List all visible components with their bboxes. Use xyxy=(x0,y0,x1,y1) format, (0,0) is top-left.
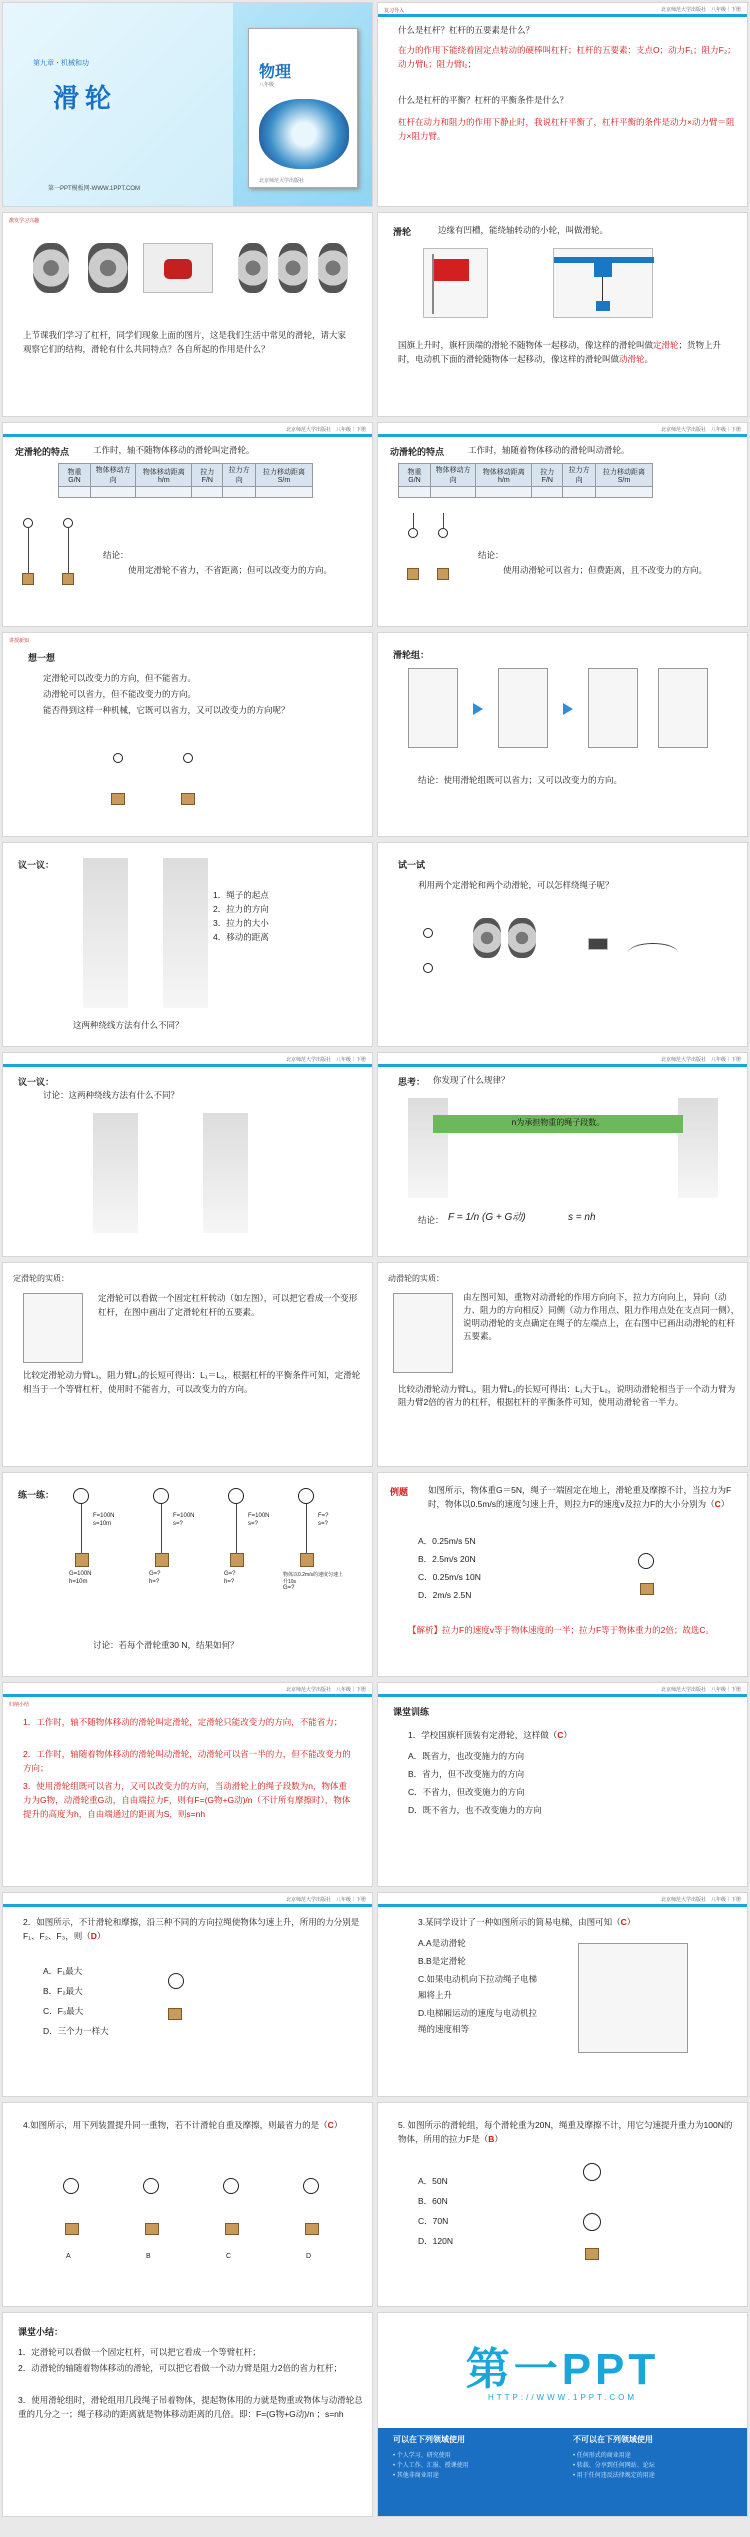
pulley-diagram xyxy=(438,528,448,538)
option-a: A．既省力，也改变施力的方向 xyxy=(408,1751,525,1761)
slide-20-exercise-3[interactable]: 北京师范大学出版社 八年级｜下册 3.某同学设计了一种如图所示的简易电梯，由图可知（C） A.A是动滑轮 B.B是定滑轮 C.如果电动机向下拉动绳子电梯厢将上升 D.电梯厢运动的速度与电动机拉绳的速度相等 xyxy=(377,1892,748,2097)
section-tag: 复习导入 xyxy=(384,8,405,14)
question-2: 什么是杠杆的平衡？杠杆的平衡条件是什么？ xyxy=(398,95,569,105)
slide-4-pulley[interactable] xyxy=(377,212,748,417)
pulley-diagram xyxy=(588,668,638,748)
pulley-diagram xyxy=(408,668,458,748)
slide-11-discuss[interactable]: 北京师范大学出版社 八年级｜下册 议一议： 讨论：这两种绕线方法有什么不同？ xyxy=(2,1052,373,1257)
slide-21-exercise-4[interactable] xyxy=(2,2102,373,2307)
pulley-diagram xyxy=(83,858,128,1008)
pulley-diagram xyxy=(583,2163,601,2181)
pulley-photo-4 xyxy=(238,243,268,293)
line-2: 动滑轮可以省力，但不能改变力的方向。 xyxy=(43,689,197,699)
question: 4.如图所示，用下列装置提升同一重物，若不计滑轮自重及摩擦，则最省力的是（C） xyxy=(23,2120,343,2130)
pulley-diagram xyxy=(408,528,418,538)
conclusion-label: 结论： xyxy=(103,550,129,560)
option-c: C.如果电动机向下拉动绳子电梯厢将上升 xyxy=(418,1974,538,2000)
line-1: 定滑轮可以改变力的方向，但不能省力。 xyxy=(43,673,197,683)
slide-16-example[interactable] xyxy=(377,1472,748,1677)
pulley-photo-2 xyxy=(88,243,128,293)
lever-diagram xyxy=(23,1293,83,1363)
arrow-icon xyxy=(563,703,573,715)
slide-9-discuss[interactable] xyxy=(2,842,373,1047)
conclusion-label: 结论： xyxy=(478,550,504,560)
pulley-diagram xyxy=(203,1113,248,1233)
pulley-diagram xyxy=(73,1488,89,1504)
slide-title: 议一议： xyxy=(18,1077,55,1087)
intro-text: 上节课我们学习了杠杆，同学们现象上面的图片，这是我们生活中常见的滑轮，请大家观察它们的结构，滑轮有什么共同特点？各自所起的作用是什么？ xyxy=(23,330,347,354)
question: 1．学校国旗杆顶装有定滑轮，这样做（C） xyxy=(408,1730,572,1740)
lever-diagram xyxy=(393,1293,453,1373)
slide-24-end[interactable] xyxy=(377,2312,748,2517)
pulley-photo-5 xyxy=(278,243,308,293)
slide-14-movable-essence[interactable] xyxy=(377,1262,748,1467)
slide-8-pulley-block[interactable] xyxy=(377,632,748,837)
pulley-diagram xyxy=(63,518,73,528)
question: 讨论：这两种绕线方法有什么不同？ xyxy=(43,1090,180,1100)
summary-1: 1．定滑轮可以看做一个固定杠杆，可以把它看成一个等臂杠杆； xyxy=(18,2347,261,2357)
pulley-diagram xyxy=(183,753,193,763)
pulley-diagram xyxy=(93,1113,138,1233)
conclusion: 使用动滑轮可以省力；但费距离，且不改变力的方向。 xyxy=(503,565,708,575)
text-2: 比较动滑轮动力臂L₁，阻力臂L₂的长短可得出：L₁大于L₂，说明动滑轮相当于一个动力臂为阻力臂2倍的省力的杠杆，根据杠杆的平衡条件可知，使用动滑轮省一半力。 xyxy=(398,1384,736,1407)
pulley-diagram xyxy=(168,1973,184,1989)
slide-title: 思考： xyxy=(398,1077,426,1087)
slide-3-intro[interactable] xyxy=(2,212,373,417)
example-question: 如图所示，物体重G＝5N，绳子一端固定在地上，滑轮重及摩擦不计，当拉力为F时，物体以0.5m/s的速度匀速上升，则拉力F的速度v及拉力F的大小分别为（C） xyxy=(428,1485,732,1509)
slide-title: 动滑轮的特点 xyxy=(390,447,445,457)
cover-title: 滑轮 xyxy=(53,83,118,113)
pulley-diagram xyxy=(498,668,548,748)
option-b: B．F₂最大 xyxy=(43,1986,83,1996)
slide-12-rule[interactable]: 北京师范大学出版社 八年级｜下册 思考： 你发现了什么规律？ n为承担物重的绳子段数。 结论： F = 1/n (G + G动) s = nh xyxy=(377,1052,748,1257)
option-d: D．2m/s 2.5N xyxy=(418,1590,472,1600)
conclusion-label: 结论： xyxy=(418,1215,444,1225)
option-d: D．120N xyxy=(418,2236,453,2246)
slide-13-fixed-essence[interactable] xyxy=(2,1262,373,1467)
list-item: 1．绳子的起点 xyxy=(213,890,269,900)
summary-3: 3．使用滑轮组时，滑轮组用几段绳子吊着物体，提起物体用的力就是物重或物体与动滑轮总重的几分之一；绳子移动的距离就是物体移动距离的几倍。即：F=(G物+G动)/n ；s=nh xyxy=(18,2395,363,2419)
slide-title: 动滑轮的实质： xyxy=(388,1274,444,1283)
option-b: B．2.5m/s 20N xyxy=(418,1554,476,1564)
text-2: 比较定滑轮动力臂L₁，阻力臂L₂的长短可得出：L₁＝L₂，根据杠杆的平衡条件可知，定滑轮相当于一个等臂杠杆，使用时不能省力，可以改变力的方向。 xyxy=(23,1370,361,1394)
pulley-diagram xyxy=(223,2178,239,2194)
list-item: 2．拉力的方向 xyxy=(213,904,269,914)
slide-23-class-summary[interactable] xyxy=(2,2312,373,2517)
elevator-diagram xyxy=(578,1943,688,2053)
globe-image xyxy=(259,99,349,169)
slide-6-movable-pulley[interactable]: 北京师范大学出版社 八年级｜下册 动滑轮的特点 工作时，轴随着物体移动的滑轮叫动滑轮。 物重G/N 物体移动方向 物体移动距离h/m 拉力F/N 拉力方向 拉力移动距离S/m 结论： 使用动滑轮可以省力；但费距离，且不改变力的方向。 xyxy=(377,422,748,627)
brand-url: HTTP://WWW.1PPT.COM xyxy=(488,2393,637,2402)
slide-title: 课堂训练 xyxy=(393,1707,430,1717)
pulley-diagram xyxy=(153,1488,169,1504)
formula-force: F = 1/n (G + G动) xyxy=(448,1212,526,1223)
text-1: 由左图可知，重物对动滑轮的作用方向向下，拉力方向向上，异向（动力、阻力的方向相反）同侧（动力作用点、阻力作用点处在支点同一侧），说明动滑轮的支点确定在绳子的左端点上，在右图中已画出动滑轮的杠杆五要素。 xyxy=(463,1292,740,1341)
definition: 工作时，轴随着物体移动的滑轮叫动滑轮。 xyxy=(468,445,630,455)
option-a: A.A是动滑轮 xyxy=(418,1938,466,1948)
analysis: 【解析】拉力F的速度v等于物体速度的一半；拉力F等于物体重力的2倍；故选C。 xyxy=(408,1625,715,1635)
arrow-icon xyxy=(473,703,483,715)
slide-10-try[interactable] xyxy=(377,842,748,1047)
site-label: 第一PPT模板网-WWW.1PPT.COM xyxy=(48,186,140,192)
weight-image xyxy=(588,938,608,950)
slide-title: 试一试 xyxy=(398,860,426,870)
rope-image xyxy=(628,943,678,963)
data-table: 物重G/N 物体移动方向 物体移动距离h/m 拉力F/N 拉力方向 拉力移动距离S/m xyxy=(58,463,313,498)
pulley-diagram xyxy=(638,1553,654,1569)
option-a: A．F₁最大 xyxy=(43,1966,83,1976)
slide-7-think[interactable] xyxy=(2,632,373,837)
pulley-text: 国旗上升时，旗杆顶端的滑轮不随物体一起移动，像这样的滑轮叫做定滑轮；货物上升时，电动机下面的滑轮随物体一起移动，像这样的滑轮叫做动滑轮。 xyxy=(398,340,722,364)
slide-title: 例题 xyxy=(390,1487,409,1497)
pulley-diagram xyxy=(143,2178,159,2194)
pulley-diagram xyxy=(113,753,123,763)
slide-19-exercise-2[interactable]: 北京师范大学出版社 八年级｜下册 2．如图所示，不计滑轮和摩擦，沿三种不同的方向拉绳使物体匀速上升，所用的力分别是F₁、F₂、F₃，则（D） A．F₁最大 B．F₂最大 C．F₃最大 D．三个力一样大 xyxy=(2,1892,373,2097)
option-d: D.电梯厢运动的速度与电动机拉绳的速度相等 xyxy=(418,2008,538,2034)
pulley-diagram xyxy=(423,963,433,973)
definition: 边缘有凹槽，能绕轴转动的小轮，叫做滑轮。 xyxy=(438,225,609,235)
slide-title: 想一想 xyxy=(28,653,56,663)
conclusion: 使用定滑轮不省力，不省距离；但可以改变力的方向。 xyxy=(128,565,333,575)
slide-title: 议一议： xyxy=(18,860,55,870)
option-b: B．省力，但不改变施力的方向 xyxy=(408,1769,525,1779)
pulley-diagram xyxy=(658,668,708,748)
label-c: C xyxy=(226,2253,232,2260)
answer-1: 在力的作用下能绕着固定点转动的硬棒叫杠杆；杠杆的五要素：支点O；动力F₁；阻力F₂；动力臂l₁；阻力臂l₂； xyxy=(398,45,736,69)
question: 你发现了什么规律？ xyxy=(433,1075,510,1085)
slide-title: 课堂小结： xyxy=(18,2327,64,2337)
section-tag: 讲授新知 xyxy=(9,638,30,644)
section-tag: 归纳小结 xyxy=(9,1702,30,1708)
usage-panel: 可以在下列领域使用 • 个人学习、研究使用 • 个人工作、汇报、授课使用 • 其他非商业用途 不可以在下列领域使用 • 任何形式的商业用途 • 转载、分享到任何网站、论坛 • 用于任何违反法律规定的用途 xyxy=(378,2428,747,2517)
option-d: D．既不省力，也不改变施力的方向 xyxy=(408,1805,542,1815)
summary-2: 2．工作时，轴随着物体移动的滑轮叫动滑轮，动滑轮可以省一半的力，但不能改变力的方向； xyxy=(23,1749,351,1773)
label-a: A xyxy=(66,2253,71,2260)
summary-1: 1．工作时，轴不随物体移动的滑轮叫定滑轮，定滑轮只能改变力的方向，不能省力； xyxy=(23,1717,343,1727)
question: 5. 如图所示的滑轮组，每个滑轮重为20N，绳重及摩擦不计，用它匀速提升重力为100N的物体，所用的拉力F是（B） xyxy=(398,2120,733,2144)
data-table: 物重G/N 物体移动方向 物体移动距离h/m 拉力F/N 拉力方向 拉力移动距离S/m xyxy=(398,463,653,498)
pulley-photo xyxy=(508,918,536,958)
slide-title: 定滑轮的特点 xyxy=(15,447,70,457)
slide-title: 滑轮组： xyxy=(393,650,430,660)
pulley-photo xyxy=(473,918,501,958)
brand-logo: 第一PPT xyxy=(465,2345,660,2394)
instruction: 利用两个定滑轮和两个动滑轮，可以怎样绕绳子呢？ xyxy=(418,880,614,890)
pulley-diagram xyxy=(163,858,208,1008)
option-c: C．70N xyxy=(418,2216,449,2226)
option-c: C．0.25m/s 10N xyxy=(418,1572,481,1582)
pulley-diagram xyxy=(298,1488,314,1504)
slide-5-fixed-pulley[interactable]: 北京师范大学出版社 八年级｜下册 定滑轮的特点 工作时，轴不随物体移动的滑轮叫定滑轮。 物重G/N 物体移动方向 物体移动距离h/m 拉力F/N 拉力方向 拉力移动距离S/m 结论： 使用定滑轮不省力，不省距离；但可以改变力的方向。 xyxy=(2,422,373,627)
option-a: A．0.25m/s 5N xyxy=(418,1536,476,1546)
rule-banner: n为承担物重的绳子段数。 xyxy=(433,1115,683,1133)
label-b: B xyxy=(146,2253,151,2260)
pulley-diagram xyxy=(63,2178,79,2194)
option-b: B.B是定滑轮 xyxy=(418,1956,466,1966)
list-item: 4．移动的距离 xyxy=(213,932,269,942)
question: 3.某同学设计了一种如图所示的简易电梯，由图可知（C） xyxy=(418,1917,636,1927)
slide-1-cover[interactable] xyxy=(2,2,373,207)
textbook-cover: 物理 八年级 北京师范大学出版社 xyxy=(248,28,358,188)
conclusion: 结论：使用滑轮组既可以省力；又可以改变力的方向。 xyxy=(418,775,623,785)
slide-title: 滑轮 xyxy=(393,227,412,237)
question: 讨论：若每个滑轮重30 N，结果如何？ xyxy=(93,1640,239,1650)
slide-15-practice[interactable]: 练一练： F=100N s=10m G=100N h=10m F=100N s=? G=? h=? F=100N s=? G=? h=? F=? s=? 物体以0.2m/s的速度匀速上升10s G=? 讨论：若每个滑轮重30 N，结果如何？ xyxy=(2,1472,373,1677)
slide-2-review[interactable]: 北京师范大学出版社 八年级｜下册 复习导入 什么是杠杆？杠杆的五要素是什么？ 在力的作用下能绕着固定点转动的硬棒叫杠杆；杠杆的五要素：支点O；动力F₁；阻力F₂；动力臂l₁；阻力臂l₂； 什么是杠杆的平衡？杠杆的平衡条件是什么？ 杠杆在动力和阻力的作用下静止时，我说杠杆平衡了，杠杆平衡的条件是动力×动力臂＝阻力×阻力臂。 xyxy=(377,2,748,207)
pulley-diagram xyxy=(423,928,433,938)
pulley-photo-1 xyxy=(33,243,69,293)
option-d: D．三个力一样大 xyxy=(43,2026,109,2036)
slide-title: 定滑轮的实质： xyxy=(13,1274,69,1283)
pulley-diagram xyxy=(678,1098,718,1198)
question-1: 什么是杠杆？杠杆的五要素是什么？ xyxy=(398,25,535,35)
pulley-diagram xyxy=(303,2178,319,2194)
formula-distance: s = nh xyxy=(568,1212,596,1223)
chapter-label: 第九章・机械和功 xyxy=(33,60,89,67)
label-d: D xyxy=(306,2253,312,2260)
definition: 工作时，轴不随物体移动的滑轮叫定滑轮。 xyxy=(93,445,255,455)
slide-title: 练一练： xyxy=(18,1490,55,1500)
pulley-photo-3 xyxy=(143,243,213,293)
pulley-diagram xyxy=(23,518,33,528)
summary-3: 3．使用滑轮组既可以省力，又可以改变力的方向，当动滑轮上的绳子段数为n，物体重力为G物，动滑轮重G动，自由端拉力F，则有F=(G物+G动)/n（不计所有摩擦时），物体提升的高度为h，自由端通过的距离为S，则s=nh xyxy=(23,1781,351,1819)
slide-18-exercise-1[interactable]: 北京师范大学出版社 八年级｜下册 课堂训练 1．学校国旗杆顶装有定滑轮，这样做（C） A．既省力，也改变施力的方向 B．省力，但不改变施力的方向 C．不省力，但改变施力的方向 D．既不省力，也不改变施力的方向 xyxy=(377,1682,748,1887)
option-a: A．50N xyxy=(418,2176,448,2186)
pulley-diagram xyxy=(228,1488,244,1504)
crane-image xyxy=(553,248,653,318)
pulley-diagram xyxy=(408,1098,448,1198)
section-tag: 激发学习兴趣 xyxy=(9,218,40,224)
summary-2: 2．动滑轮的轴随着物体移动的滑轮，可以把它看做一个动力臂是阻力2倍的省力杠杆； xyxy=(18,2363,342,2373)
option-c: C．不省力，但改变施力的方向 xyxy=(408,1787,525,1797)
slide-17-summary[interactable]: 北京师范大学出版社 八年级｜下册 归纳小结 1．工作时，轴不随物体移动的滑轮叫定滑轮，定滑轮只能改变力的方向，不能省力； 2．工作时，轴随着物体移动的滑轮叫动滑轮，动滑轮可以省一半的力，但不能改变力的方向； 3．使用滑轮组既可以省力，又可以改变力的方向，当动滑轮上的绳子段数为n，物体重力为G物，动滑轮重G动，自由端拉力F，则有F=(G物+G动)/n（不计所有摩擦时），物体提升的高度为h，自由端通过的距离为S，则s=nh xyxy=(2,1682,373,1887)
list-item: 3．拉力的大小 xyxy=(213,918,269,928)
option-c: C．F₃最大 xyxy=(43,2006,84,2016)
question: 2．如图所示，不计滑轮和摩擦，沿三种不同的方向拉绳使物体匀速上升，所用的力分别是F₁、F₂、F₃，则（D） xyxy=(23,1917,360,1941)
text-1: 定滑轮可以看做一个固定杠杆转动（如左图），可以把它看成一个变形杠杆，在图中画出了定滑轮杠杆的五要素。 xyxy=(98,1293,358,1317)
question: 这两种绕线方法有什么不同？ xyxy=(73,1020,184,1030)
flag-image xyxy=(423,248,488,318)
pulley-photo-6 xyxy=(318,243,348,293)
answer-2: 杠杆在动力和阻力的作用下静止时，我说杠杆平衡了，杠杆平衡的条件是动力×动力臂＝阻力×阻力臂。 xyxy=(398,117,735,141)
option-b: B．60N xyxy=(418,2196,448,2206)
line-3: 能否得到这样一种机械，它既可以省力，又可以改变力的方向呢？ xyxy=(43,705,290,715)
slide-22-exercise-5[interactable] xyxy=(377,2102,748,2307)
pulley-diagram xyxy=(583,2213,601,2231)
